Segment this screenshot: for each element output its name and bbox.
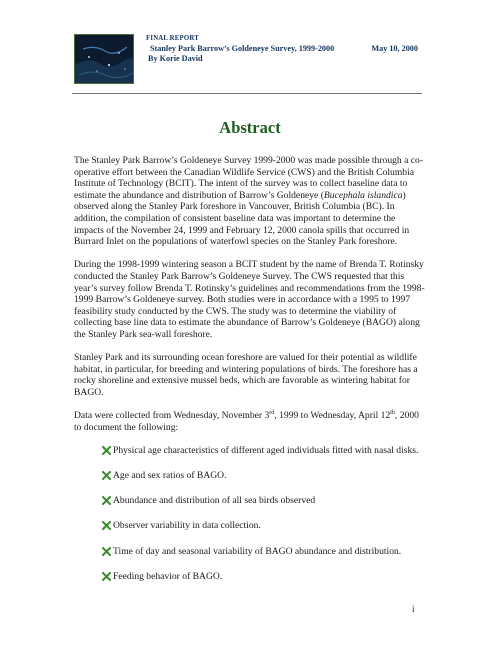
paragraph-2: During the 1998-1999 wintering season a BCIT student by the name of Brenda T. Rotinsky conducted the Stanley Park Barrow’s Goldeneye Survey. The CWS requested that this year’s survey follow Brenda T. Rotinsky’s guidelines and recommendations from the 1998- 1999 Barrow’s Goldeneye survey. Both studies were in accordance with a 1995 to 1997 feasibility study conducted by the CWS. The study was to determine the viability of collecting base line data to estimate the abundance of Barrow’s Goldeneye (BAGO) along the Stanley Park sea-wall foreshore. — [74, 259, 425, 340]
report-header — [146, 34, 426, 64]
check-mark-icon — [102, 521, 113, 534]
section-heading: Abstract — [219, 118, 281, 137]
night-harbour-image — [75, 35, 134, 84]
list-item: Observer variability in data collection. — [102, 520, 426, 534]
objectives-list — [74, 445, 426, 585]
page-number: i — [412, 604, 415, 614]
report-date: May 10, 2000 — [371, 44, 418, 53]
check-mark-icon — [102, 547, 113, 560]
report-type: FINAL REPORT — [146, 35, 199, 42]
list-item: Abundance and distribution of all sea birds observed — [102, 495, 426, 509]
list-item: Age and sex ratios of BAGO. — [102, 470, 426, 484]
paragraph-3: Stanley Park and its surrounding ocean foreshore are valued for their potential as wildlife habitat, in particular, for breeding and wintering populations of birds. The foreshore has a rocky shoreline and extensive mussel beds, which are favorable as wintering habitat for BAGO. — [74, 352, 418, 398]
report-author: By Korie David — [148, 54, 203, 63]
list-item: Physical age characteristics of different aged individuals fitted with nasal disks. — [102, 445, 426, 459]
check-mark-icon — [102, 471, 113, 484]
check-mark-icon — [102, 496, 113, 509]
list-item: Feeding behavior of BAGO. — [102, 571, 426, 585]
check-mark-icon — [102, 572, 113, 585]
species-name: Bucephala islandica — [323, 189, 403, 201]
header-divider — [72, 93, 422, 94]
report-title: Stanley Park Barrow’s Goldeneye Survey, 1999-2000 — [150, 44, 335, 53]
abstract-body — [74, 155, 426, 596]
paragraph-4: Data were collected from Wednesday, November 3rd, 1999 to Wednesday, April 12th, 2000 to document the following: — [74, 409, 419, 433]
report-logo — [74, 34, 134, 84]
list-item: Time of day and seasonal variability of BAGO abundance and distribution. — [102, 546, 426, 560]
paragraph-1: The Stanley Park Barrow’s Goldeneye Survey 1999-2000 was made possible through a co-operative effort between the Canadian Wildlife Service (CWS) and the British Columbia Institute of Technology (BCIT). The intent of the survey was to collect baseline data to estimate the abundance and distribution of Barrow’s Goldeneye (Bucephala islandica) observed along the Stanley Park foreshore in Vancouver, British Columbia (BC). In addition, the compilation of consistent baseline data was important to determine the impacts of the November 24, 1999 and February 12, 2000 canola spills that occurred in Burrard Inlet on the populations of waterfowl species on the Stanley Park foreshore. — [74, 155, 424, 248]
check-mark-icon — [102, 446, 113, 459]
